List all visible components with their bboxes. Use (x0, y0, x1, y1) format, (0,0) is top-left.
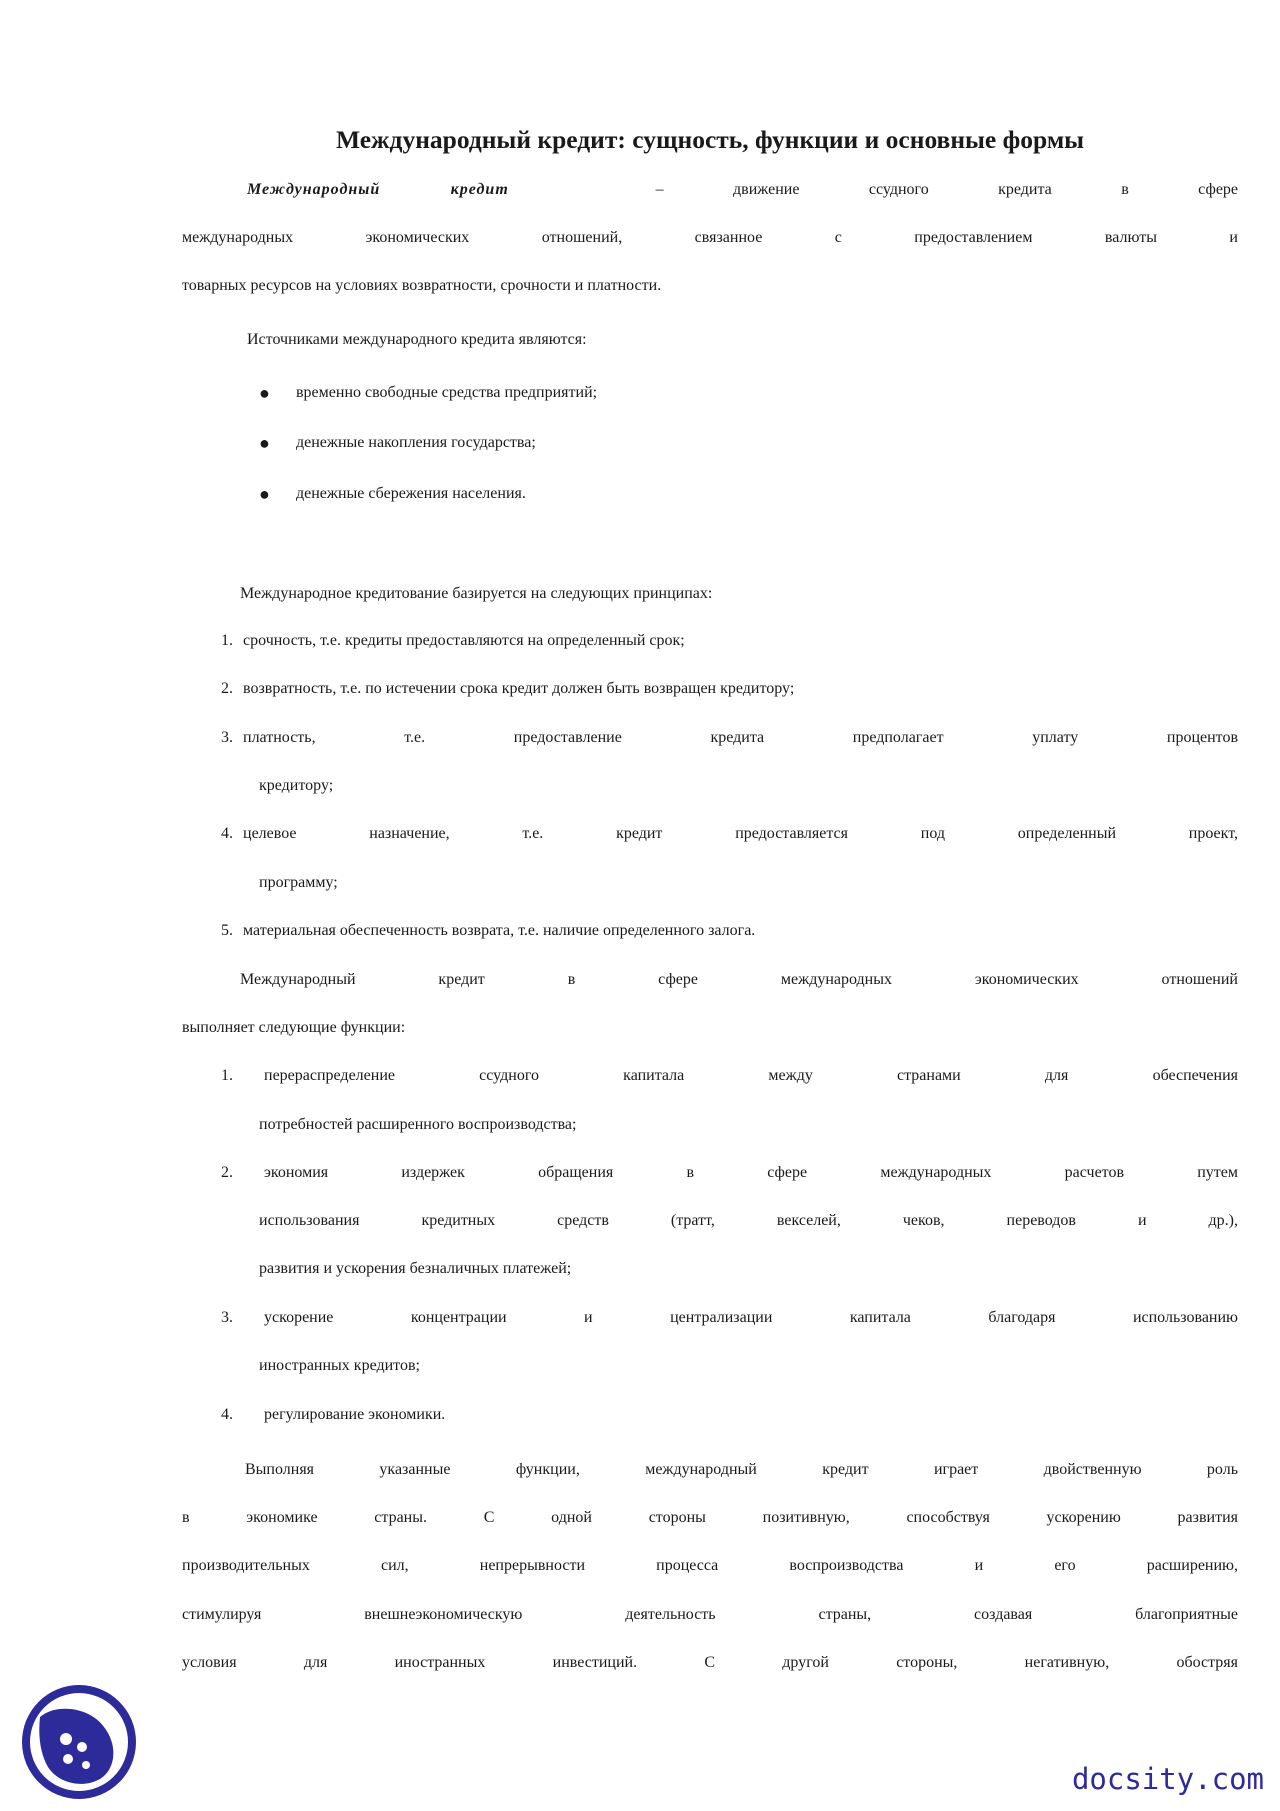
principle-number: 1. (221, 632, 233, 649)
sources-intro: Источниками международного кредита являются: (247, 331, 587, 348)
function-item-2: экономия издержек обращения в сфере международных расчетов путем (264, 1164, 1238, 1181)
principle-item-5: материальная обеспеченность возврата, т.е. наличие определенного залога. (243, 922, 756, 939)
definition-line-3: товарных ресурсов на условиях возвратности, срочности и платности. (182, 277, 662, 294)
principle-number: 2. (221, 680, 233, 697)
definition-line-1-text: – движение ссудного кредита в сфере (655, 181, 1239, 198)
bullet-icon: ● (259, 433, 270, 453)
bullet-icon: ● (259, 383, 270, 403)
principle-item-2: возвратность, т.е. по истечении срока кредит должен быть возвращен кредитору; (243, 680, 795, 697)
list-item: ● денежные накопления государства; (259, 419, 1159, 467)
principle-number: 4. (221, 825, 233, 842)
definition-line-1 (247, 166, 1238, 214)
function-item-1: перераспределение ссудного капитала между странами для обеспечения (264, 1067, 1238, 1084)
principle-item-3-cont: кредитору; (259, 777, 334, 794)
conclusion-line-2: в экономике страны. С одной стороны позитивную, способствуя ускорению развития (182, 1509, 1238, 1526)
list-item: ● временно свободные средства предприятий; (259, 369, 1159, 417)
function-item-3-cont: иностранных кредитов; (259, 1357, 420, 1374)
function-number: 4. (221, 1406, 233, 1423)
bullet-icon: ● (259, 484, 270, 504)
docsity-logo-icon (20, 1683, 138, 1801)
function-item-2-cont: использования кредитных средств (тратт, векселей, чеков, переводов и др.), (259, 1212, 1238, 1229)
conclusion-line-4: стимулируя внешнеэкономическую деятельность страны, создавая благоприятные (182, 1606, 1238, 1623)
principles-intro: Международное кредитование базируется на следующих принципах: (240, 585, 713, 602)
document-title: Международный кредит: сущность, функции и основные формы (336, 125, 1085, 154)
function-item-4: регулирование экономики. (264, 1406, 446, 1423)
conclusion-line-5: условия для иностранных инвестиций. С другой стороны, негативную, обостряя (182, 1654, 1238, 1671)
definition-term: Международный кредит (247, 181, 509, 198)
watermark: docsity.com (1071, 1762, 1264, 1796)
function-number: 2. (221, 1164, 233, 1181)
list-item: ● денежные сбережения населения. (259, 470, 1159, 518)
function-item-2-cont-2: развития и ускорения безналичных платежей; (259, 1260, 572, 1277)
principle-item-3: платность, т.е. предоставление кредита предполагает уплату процентов (243, 729, 1238, 746)
principle-number: 3. (221, 729, 233, 746)
function-item-3: ускорение концентрации и централизации капитала благодаря использованию (264, 1309, 1238, 1326)
principle-number: 5. (221, 922, 233, 939)
function-item-1-cont: потребностей расширенного воспроизводства; (259, 1116, 577, 1133)
function-number: 3. (221, 1309, 233, 1326)
functions-intro-line-1: Международный кредит в сфере международных экономических отношений (240, 971, 1238, 988)
conclusion-line-3: производительных сил, непрерывности процесса воспроизводства и его расширению, (182, 1557, 1238, 1574)
principle-item-1: срочность, т.е. кредиты предоставляются на определенный срок; (243, 632, 685, 649)
functions-intro-line-2: выполняет следующие функции: (182, 1019, 406, 1036)
function-number: 1. (221, 1067, 233, 1084)
principle-item-4-cont: программу; (259, 874, 338, 891)
principle-item-4: целевое назначение, т.е. кредит предоставляется под определенный проект, (243, 825, 1238, 842)
definition-line-2: международных экономических отношений, связанное с предоставлением валюты и (182, 229, 1238, 246)
conclusion-line-1: Выполняя указанные функции, международный кредит играет двойственную роль (245, 1461, 1238, 1478)
